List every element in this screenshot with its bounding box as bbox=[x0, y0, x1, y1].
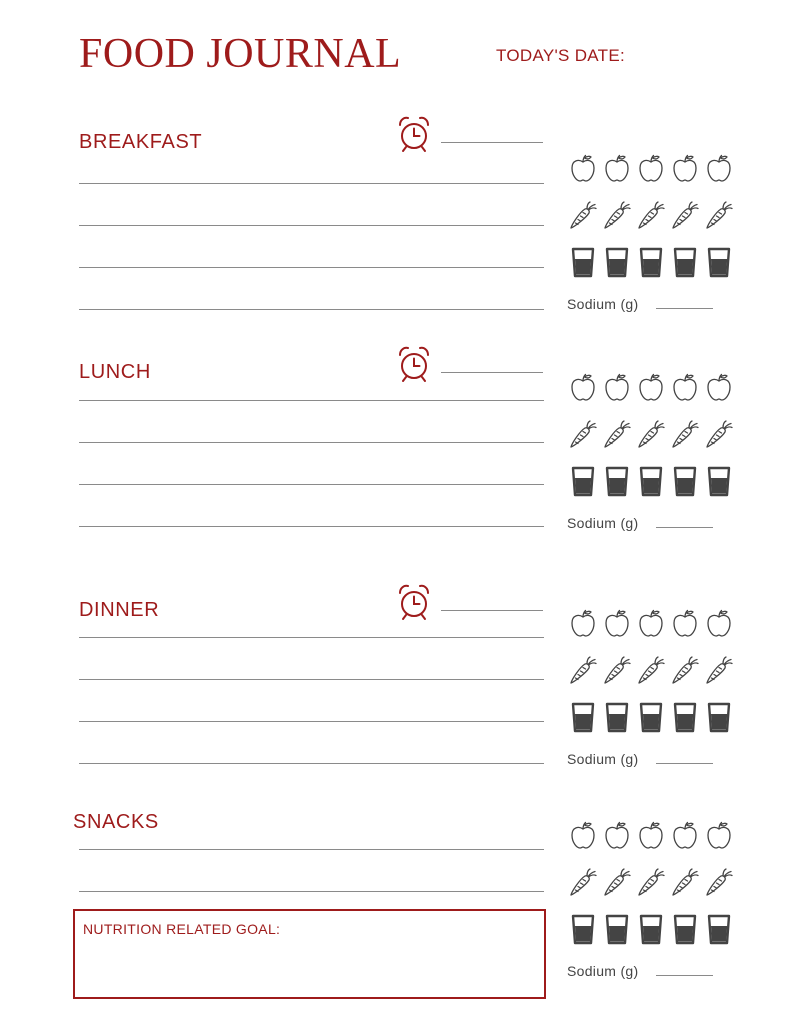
alarm-clock-icon bbox=[396, 345, 432, 383]
water-glass-icon[interactable] bbox=[669, 465, 703, 502]
water-glass-icon[interactable] bbox=[567, 465, 601, 502]
water-glass-row bbox=[567, 246, 737, 283]
apple-icon[interactable] bbox=[635, 152, 669, 189]
water-glass-icon[interactable] bbox=[669, 246, 703, 283]
sodium-label: Sodium (g) bbox=[567, 515, 639, 531]
apple-icon[interactable] bbox=[567, 152, 601, 189]
water-glass-icon[interactable] bbox=[567, 246, 601, 283]
carrot-icon[interactable] bbox=[601, 199, 635, 236]
apple-row bbox=[567, 607, 737, 644]
lunch-time-line[interactable] bbox=[441, 372, 543, 373]
water-glass-icon[interactable] bbox=[567, 913, 601, 950]
breakfast-entry-line[interactable] bbox=[79, 267, 544, 268]
sodium-label: Sodium (g) bbox=[567, 963, 639, 979]
dinner-entry-line[interactable] bbox=[79, 763, 544, 764]
apple-icon[interactable] bbox=[567, 371, 601, 408]
sodium-entry-line[interactable] bbox=[656, 527, 713, 528]
carrot-icon[interactable] bbox=[669, 654, 703, 691]
apple-icon[interactable] bbox=[703, 819, 737, 856]
apple-row bbox=[567, 819, 737, 856]
apple-icon[interactable] bbox=[635, 371, 669, 408]
carrot-icon[interactable] bbox=[601, 654, 635, 691]
carrot-icon[interactable] bbox=[567, 199, 601, 236]
water-glass-icon[interactable] bbox=[703, 913, 737, 950]
apple-icon[interactable] bbox=[635, 819, 669, 856]
snacks-entry-line[interactable] bbox=[79, 849, 544, 850]
apple-icon[interactable] bbox=[601, 152, 635, 189]
apple-row bbox=[567, 371, 737, 408]
apple-icon[interactable] bbox=[567, 819, 601, 856]
water-glass-icon[interactable] bbox=[703, 246, 737, 283]
carrot-row bbox=[567, 199, 737, 236]
lunch-entry-line[interactable] bbox=[79, 526, 544, 527]
water-glass-icon[interactable] bbox=[635, 701, 669, 738]
breakfast-time-line[interactable] bbox=[441, 142, 543, 143]
apple-icon[interactable] bbox=[601, 371, 635, 408]
carrot-row bbox=[567, 418, 737, 455]
nutrition-goal-box[interactable] bbox=[73, 909, 546, 999]
dinner-entry-line[interactable] bbox=[79, 637, 544, 638]
carrot-icon[interactable] bbox=[635, 199, 669, 236]
breakfast-entry-line[interactable] bbox=[79, 225, 544, 226]
water-glass-icon[interactable] bbox=[703, 465, 737, 502]
water-glass-icon[interactable] bbox=[601, 465, 635, 502]
apple-icon[interactable] bbox=[669, 152, 703, 189]
apple-icon[interactable] bbox=[601, 607, 635, 644]
lunch-entry-line[interactable] bbox=[79, 400, 544, 401]
dinner-entry-line[interactable] bbox=[79, 679, 544, 680]
water-glass-icon[interactable] bbox=[669, 701, 703, 738]
apple-icon[interactable] bbox=[635, 607, 669, 644]
sodium-label: Sodium (g) bbox=[567, 751, 639, 767]
water-glass-icon[interactable] bbox=[635, 913, 669, 950]
sodium-entry-line[interactable] bbox=[656, 308, 713, 309]
water-glass-icon[interactable] bbox=[601, 913, 635, 950]
water-glass-icon[interactable] bbox=[601, 701, 635, 738]
breakfast-entry-line[interactable] bbox=[79, 183, 544, 184]
water-glass-icon[interactable] bbox=[567, 701, 601, 738]
carrot-icon[interactable] bbox=[567, 866, 601, 903]
carrot-icon[interactable] bbox=[669, 199, 703, 236]
carrot-icon[interactable] bbox=[703, 199, 737, 236]
carrot-icon[interactable] bbox=[635, 654, 669, 691]
water-glass-icon[interactable] bbox=[635, 246, 669, 283]
water-glass-row bbox=[567, 913, 737, 950]
apple-icon[interactable] bbox=[703, 371, 737, 408]
lunch-title: LUNCH bbox=[79, 361, 151, 383]
water-glass-row bbox=[567, 701, 737, 738]
nutrition-goal-label: NUTRITION RELATED GOAL: bbox=[83, 921, 281, 937]
apple-icon[interactable] bbox=[703, 152, 737, 189]
carrot-icon[interactable] bbox=[635, 866, 669, 903]
apple-icon[interactable] bbox=[669, 819, 703, 856]
alarm-clock-icon bbox=[396, 115, 432, 153]
apple-icon[interactable] bbox=[601, 819, 635, 856]
carrot-icon[interactable] bbox=[635, 418, 669, 455]
snacks-entry-line[interactable] bbox=[79, 891, 544, 892]
carrot-icon[interactable] bbox=[601, 418, 635, 455]
apple-icon[interactable] bbox=[567, 607, 601, 644]
apple-row bbox=[567, 152, 737, 189]
lunch-entry-line[interactable] bbox=[79, 484, 544, 485]
dinner-entry-line[interactable] bbox=[79, 721, 544, 722]
sodium-entry-line[interactable] bbox=[656, 975, 713, 976]
carrot-icon[interactable] bbox=[567, 418, 601, 455]
carrot-icon[interactable] bbox=[703, 654, 737, 691]
carrot-row bbox=[567, 654, 737, 691]
water-glass-icon[interactable] bbox=[635, 465, 669, 502]
carrot-row bbox=[567, 866, 737, 903]
carrot-icon[interactable] bbox=[567, 654, 601, 691]
carrot-icon[interactable] bbox=[703, 866, 737, 903]
breakfast-entry-line[interactable] bbox=[79, 309, 544, 310]
water-glass-icon[interactable] bbox=[601, 246, 635, 283]
dinner-time-line[interactable] bbox=[441, 610, 543, 611]
breakfast-title: BREAKFAST bbox=[79, 131, 203, 153]
lunch-entry-line[interactable] bbox=[79, 442, 544, 443]
todays-date-label: TODAY'S DATE: bbox=[496, 46, 626, 65]
apple-icon[interactable] bbox=[669, 371, 703, 408]
water-glass-icon[interactable] bbox=[703, 701, 737, 738]
sodium-label: Sodium (g) bbox=[567, 296, 639, 312]
apple-icon[interactable] bbox=[669, 607, 703, 644]
water-glass-icon[interactable] bbox=[669, 913, 703, 950]
snacks-title: SNACKS bbox=[73, 811, 159, 833]
carrot-icon[interactable] bbox=[703, 418, 737, 455]
carrot-icon[interactable] bbox=[669, 866, 703, 903]
carrot-icon[interactable] bbox=[601, 866, 635, 903]
water-glass-row bbox=[567, 465, 737, 502]
apple-icon[interactable] bbox=[703, 607, 737, 644]
carrot-icon[interactable] bbox=[669, 418, 703, 455]
alarm-clock-icon bbox=[396, 583, 432, 621]
dinner-title: DINNER bbox=[79, 599, 160, 621]
sodium-entry-line[interactable] bbox=[656, 763, 713, 764]
page-title: FOOD JOURNAL bbox=[79, 31, 402, 77]
